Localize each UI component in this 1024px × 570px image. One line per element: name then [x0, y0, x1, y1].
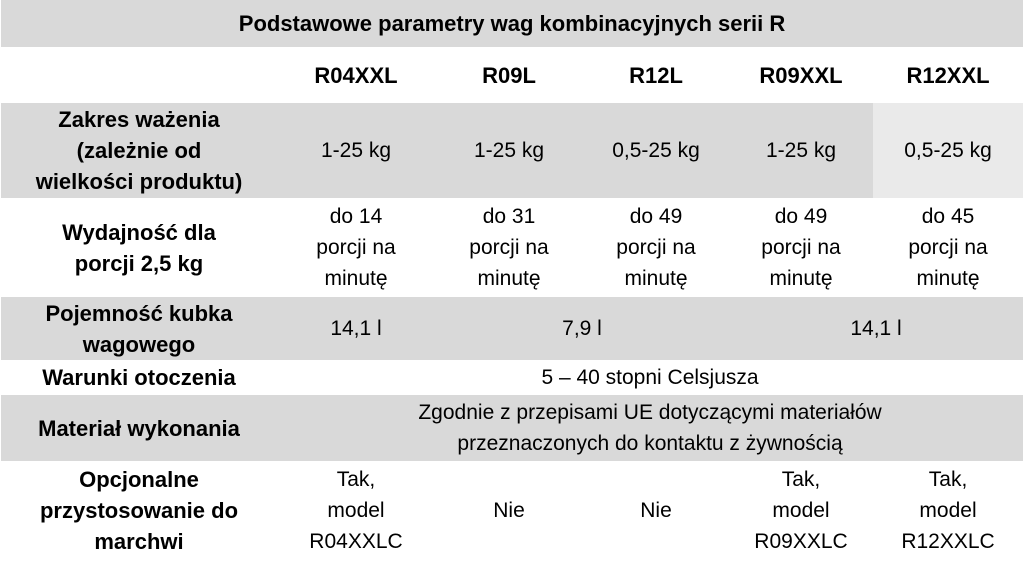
table-row [1, 394, 1023, 462]
table-cell: Tak, model R04XXLC [277, 462, 435, 559]
table-cell: 0,5-25 kg [873, 102, 1023, 199]
table-cell: 14,1 l [729, 296, 1023, 361]
table-cell: Tak, model R09XXLC [729, 462, 873, 559]
table-row [1, 462, 1023, 559]
table-cell: do 49 porcji na minutę [729, 199, 873, 296]
table-title: Podstawowe parametry wag kombinacyjnych serii R [1, 0, 1023, 48]
model-header: R09L [435, 48, 583, 102]
model-header: R12L [583, 48, 729, 102]
row-label: Warunki otoczenia [1, 361, 277, 394]
row-label: Zakres ważenia (zależnie od wielkości produktu) [1, 102, 277, 199]
parameters-table [1, 0, 1023, 560]
model-header-row [1, 48, 1023, 102]
table-cell: Nie [435, 462, 583, 559]
table-cell: 0,5-25 kg [583, 102, 729, 199]
table-cell: 14,1 l [277, 296, 435, 361]
model-header: R12XXL [873, 48, 1023, 102]
table-row [1, 361, 1023, 394]
table-cell: do 45 porcji na minutę [873, 199, 1023, 296]
table-cell: do 14 porcji na minutę [277, 199, 435, 296]
table-row [1, 199, 1023, 296]
row-label: Pojemność kubka wagowego [1, 296, 277, 361]
table-cell: 1-25 kg [435, 102, 583, 199]
table-cell: Nie [583, 462, 729, 559]
table-cell: 1-25 kg [729, 102, 873, 199]
table-cell: 7,9 l [435, 296, 729, 361]
header-empty-cell [1, 48, 277, 102]
row-label: Opcjonalne przystosowanie do marchwi [1, 462, 277, 559]
table-cell: Tak, model R12XXLC [873, 462, 1023, 559]
model-header: R09XXL [729, 48, 873, 102]
table-row [1, 102, 1023, 199]
model-header: R04XXL [277, 48, 435, 102]
title-row [1, 0, 1023, 48]
table-row [1, 296, 1023, 361]
table-cell: do 49 porcji na minutę [583, 199, 729, 296]
row-label: Materiał wykonania [1, 394, 277, 462]
table-cell: 5 – 40 stopni Celsjusza [277, 361, 1023, 394]
table-cell: do 31 porcji na minutę [435, 199, 583, 296]
row-label: Wydajność dla porcji 2,5 kg [1, 199, 277, 296]
table-cell: 1-25 kg [277, 102, 435, 199]
table-cell: Zgodnie z przepisami UE dotyczącymi materiałów przeznaczonych do kontaktu z żywnością [277, 394, 1023, 462]
